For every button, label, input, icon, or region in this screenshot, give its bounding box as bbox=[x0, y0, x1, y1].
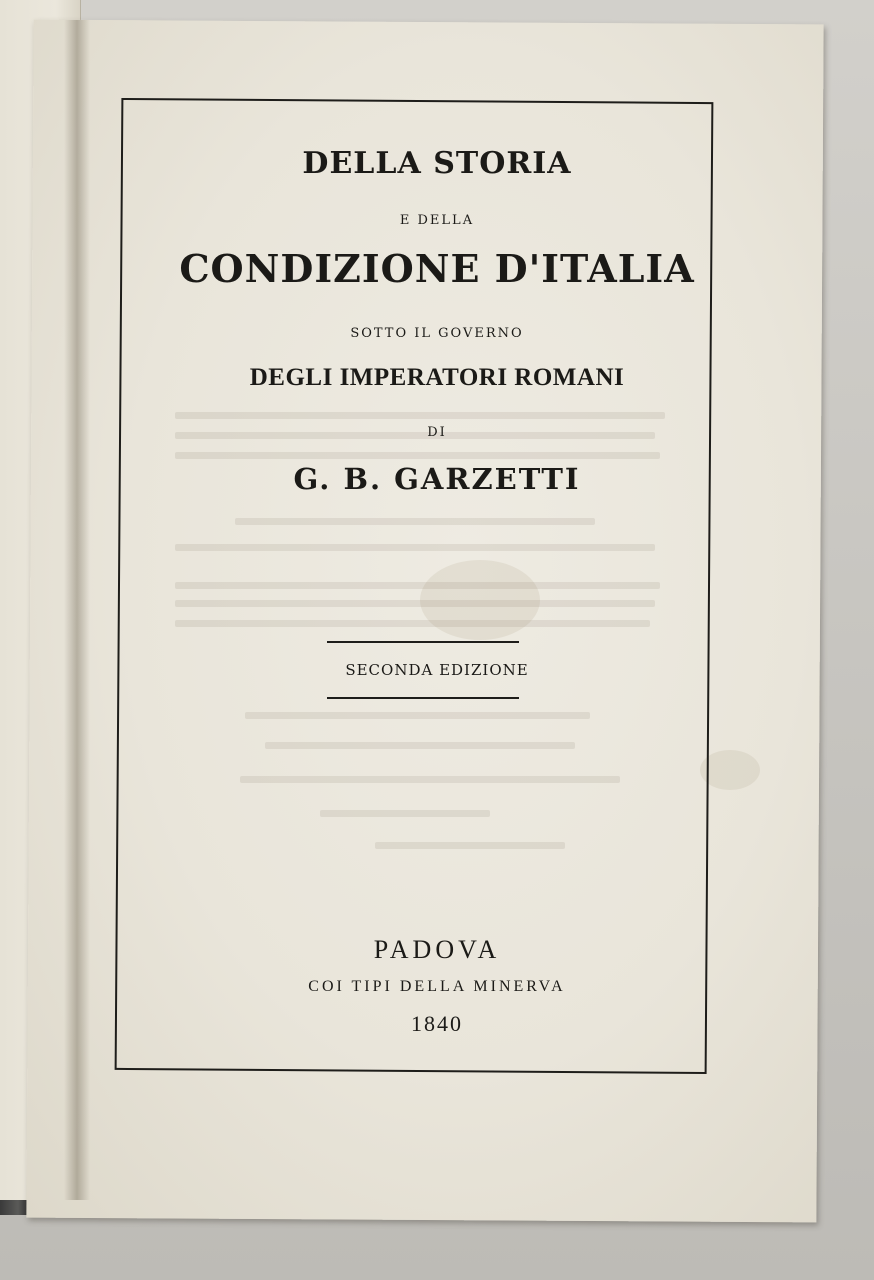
author-name: G. B. GARZETTI bbox=[293, 462, 581, 496]
title-line-3: CONDIZIONE D'ITALIA bbox=[179, 246, 695, 291]
title-page-border bbox=[115, 98, 714, 1074]
title-line-4: SOTTO IL GOVERNO bbox=[350, 326, 524, 341]
title-line-1: DELLA STORIA bbox=[302, 146, 572, 181]
publication-place: PADOVA bbox=[373, 935, 501, 964]
publication-year: 1840 bbox=[411, 1011, 463, 1036]
printer-name: COI TIPI DELLA MINERVA bbox=[308, 978, 566, 995]
title-line-5: DEGLI IMPERATORI ROMANI bbox=[249, 364, 625, 391]
title-line-2: E DELLA bbox=[399, 213, 475, 228]
paper-stain bbox=[700, 750, 760, 790]
edition-rule-bottom bbox=[327, 697, 519, 699]
edition-label: SECONDA EDIZIONE bbox=[345, 661, 529, 679]
edition-rule-top bbox=[327, 641, 519, 643]
title-line-6: DI bbox=[427, 425, 447, 440]
